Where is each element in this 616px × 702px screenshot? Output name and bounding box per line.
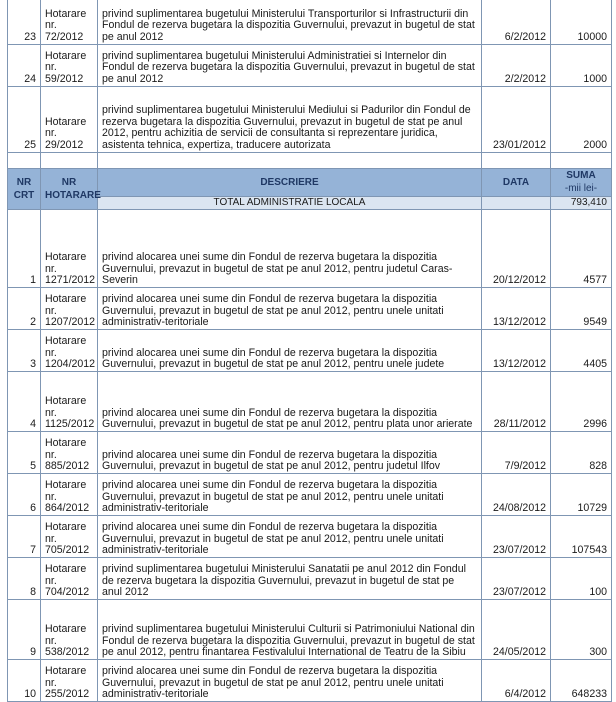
row-hotarare [41, 474, 98, 516]
row-data: 6/2/2012 [482, 0, 551, 45]
row-number: 8 [8, 558, 41, 600]
hotarare-label: Hotarare nr. [45, 335, 87, 359]
row-descriere: privind alocarea unei sume din Fondul de rezerva bugetara la dispozitia Guvernului, prevazut in bugetul de stat pe anul 2012, pentru unele unitati administrativ-teritoriale [98, 474, 482, 516]
row-suma: 9549 [551, 288, 612, 330]
table-row [8, 288, 612, 330]
hotarare-number: 1271/2012 [45, 274, 96, 286]
row-data: 20/12/2012 [482, 210, 551, 288]
hotarare-number: 1125/2012 [45, 418, 95, 430]
row-descriere: privind alocarea unei sume din Fondul de rezerva bugetara la dispozitia Guvernului, prevazut in bugetul de stat pe anul 2012, pentru unele unitati administrativ-teritoriale [98, 288, 482, 330]
header-nr-crt: NR CRT [8, 169, 41, 210]
row-descriere: privind alocarea unei sume din Fondul de rezerva bugetara la dispozitia Guvernului, prevazut in bugetul de stat pe anul 2012, pentru judetul Caras-Severin [98, 210, 482, 288]
table-row [8, 0, 612, 45]
row-number: 3 [8, 330, 41, 372]
row-number: 7 [8, 516, 41, 558]
row-suma: 2996 [551, 372, 612, 432]
row-suma: 10729 [551, 474, 612, 516]
header-nr-hotarare: NR HOTARARE [41, 169, 98, 210]
row-hotarare [41, 660, 98, 702]
hotarare-number: 29/2012 [45, 138, 84, 151]
hotarare-number: 72/2012 [45, 30, 84, 43]
row-number: 9 [8, 600, 41, 660]
row-suma: 100 [551, 558, 612, 600]
header-suma-unit: -mii lei- [564, 183, 598, 194]
hotarare-label: Hotarare nr. [45, 251, 87, 275]
row-suma: 2000 [551, 87, 612, 153]
hotarare-label: Hotarare nr. [45, 665, 87, 689]
row-data: 24/08/2012 [482, 474, 551, 516]
row-hotarare [41, 372, 98, 432]
row-number: 1 [8, 210, 41, 288]
row-hotarare [41, 210, 98, 288]
row-descriere: privind suplimentarea bugetului Ministerului Administratiei si Internelor din Fondul de rezerva bugetara la dispozitia Guvernului, prevazut in bugetul de stat pe anul 2012 [98, 45, 482, 87]
row-number: 5 [8, 432, 41, 474]
table-row [8, 87, 612, 153]
header-suma-label: SUMA [566, 170, 596, 181]
hotarare-label: Hotarare nr. [45, 437, 87, 461]
row-data: 13/12/2012 [482, 288, 551, 330]
table-row [8, 558, 612, 600]
row-number: 23 [8, 0, 41, 45]
hotarare-label: Hotarare nr. [45, 395, 87, 419]
row-suma: 300 [551, 600, 612, 660]
row-descriere: privind alocarea unei sume din Fondul de rezerva bugetara la dispozitia Guvernului, prevazut in bugetul de stat pe anul 2012, pentru unele judete [98, 330, 482, 372]
header-suma [551, 169, 612, 197]
hotarare-number: 59/2012 [45, 72, 84, 85]
row-number: 24 [8, 45, 41, 87]
hotarare-label: Hotarare nr. [45, 563, 87, 587]
row-hotarare [41, 288, 98, 330]
row-number: 25 [8, 87, 41, 153]
row-suma: 107543 [551, 516, 612, 558]
hotarare-number: 538/2012 [45, 646, 90, 658]
row-suma: 1000 [551, 45, 612, 87]
row-suma: 4405 [551, 330, 612, 372]
table-row [8, 474, 612, 516]
row-data: 13/12/2012 [482, 330, 551, 372]
row-hotarare [41, 0, 98, 45]
hotarare-number: 255/2012 [45, 688, 90, 700]
row-suma: 648233 [551, 660, 612, 702]
row-descriere: privind alocarea unei sume din Fondul de rezerva bugetara la dispozitia Guvernului, prevazut in bugetul de stat pe anul 2012, pentru judetul Ilfov [98, 432, 482, 474]
hotarare-label: Hotarare nr. [45, 623, 87, 647]
row-descriere: privind alocarea unei sume din Fondul de rezerva bugetara la dispozitia Guvernului, prevazut in bugetul de stat pe anul 2012, pentru unele unitati administrativ-teritoriale [98, 516, 482, 558]
header-data: DATA [482, 169, 551, 197]
row-descriere: privind suplimentarea bugetului Ministerului Sanatatii pe anul 2012 din Fondul de rezerva bugetara la dispozitia Guvernului, prevazut in bugetul de stat pe anul 2012 [98, 558, 482, 600]
table-row [8, 372, 612, 432]
table-row [8, 45, 612, 87]
spacer-row [8, 153, 612, 169]
row-descriere: privind suplimentarea bugetului Ministerului Mediului si Padurilor din Fondul de rezerva bugetara la dispozitia Guvernului, prevazut in bugetul de stat pe anul 2012, pentru achizitia de servicii de consultanta si reprezentare juridica, asistenta tehnica, expertiza, traducere autorizata [98, 87, 482, 153]
table-row [8, 660, 612, 702]
row-descriere: privind suplimentarea bugetului Ministerului Transporturilor si Infrastructurii din Fondul de rezerva bugetara la dispozitia Guvernului, prevazut in bugetul de stat pe anul 2012 [98, 0, 482, 45]
row-data: 6/4/2012 [482, 660, 551, 702]
row-data: 7/9/2012 [482, 432, 551, 474]
row-number: 10 [8, 660, 41, 702]
row-hotarare [41, 558, 98, 600]
row-descriere: privind alocarea unei sume din Fondul de rezerva bugetara la dispozitia Guvernului, prevazut in bugetul de stat pe anul 2012, pentru plata unor arierate [98, 372, 482, 432]
row-suma: 10000 [551, 0, 612, 45]
row-suma: 828 [551, 432, 612, 474]
row-hotarare [41, 330, 98, 372]
row-descriere: privind alocarea unei sume din Fondul de rezerva bugetara la dispozitia Guvernului, prevazut in bugetul de stat pe anul 2012, pentru unele unitati administrativ-teritoriale [98, 660, 482, 702]
row-hotarare [41, 432, 98, 474]
main-rows-section [8, 210, 612, 702]
table-row [8, 600, 612, 660]
row-data: 23/01/2012 [482, 87, 551, 153]
row-hotarare [41, 45, 98, 87]
hotarare-label: Hotarare nr. [45, 115, 87, 140]
total-value: 793,410 [551, 197, 612, 210]
hotarare-number: 1207/2012 [45, 316, 96, 328]
top-rows-section [8, 0, 612, 153]
hotarare-label: Hotarare nr. [45, 479, 87, 503]
hotarare-number: 705/2012 [45, 544, 90, 556]
row-hotarare [41, 600, 98, 660]
table-row [8, 210, 612, 288]
hotarare-number: 1204/2012 [45, 358, 96, 370]
row-data: 24/05/2012 [482, 600, 551, 660]
hotarare-label: Hotarare nr. [45, 521, 87, 545]
hotarare-number: 864/2012 [45, 502, 90, 514]
hotarare-label: Hotarare nr. [45, 7, 87, 32]
row-number: 4 [8, 372, 41, 432]
header-row [8, 169, 612, 197]
hotarare-label: Hotarare nr. [45, 49, 87, 74]
table-row [8, 516, 612, 558]
row-number: 2 [8, 288, 41, 330]
table-row [8, 432, 612, 474]
row-hotarare [41, 516, 98, 558]
row-number: 6 [8, 474, 41, 516]
hotarare-number: 885/2012 [45, 460, 90, 472]
hotarari-table [7, 0, 612, 702]
row-descriere: privind suplimentarea bugetului Ministerului Culturii si Patrimoniului National din Fondul de rezerva bugetara la dispozitia Guvernului, prevazut in bugetul de stat pe anul 2012, pentru finantarea Festivalului International de Teatru de la Sibiu [98, 600, 482, 660]
header-descriere: DESCRIERE [98, 169, 482, 197]
table-row [8, 330, 612, 372]
total-label: TOTAL ADMINISTRATIE LOCALA [98, 197, 482, 210]
row-data: 23/07/2012 [482, 516, 551, 558]
row-suma: 4577 [551, 210, 612, 288]
hotarare-number: 704/2012 [45, 586, 90, 598]
row-hotarare [41, 87, 98, 153]
row-data: 23/07/2012 [482, 558, 551, 600]
row-data: 28/11/2012 [482, 372, 551, 432]
hotarare-label: Hotarare nr. [45, 293, 87, 317]
row-data: 2/2/2012 [482, 45, 551, 87]
